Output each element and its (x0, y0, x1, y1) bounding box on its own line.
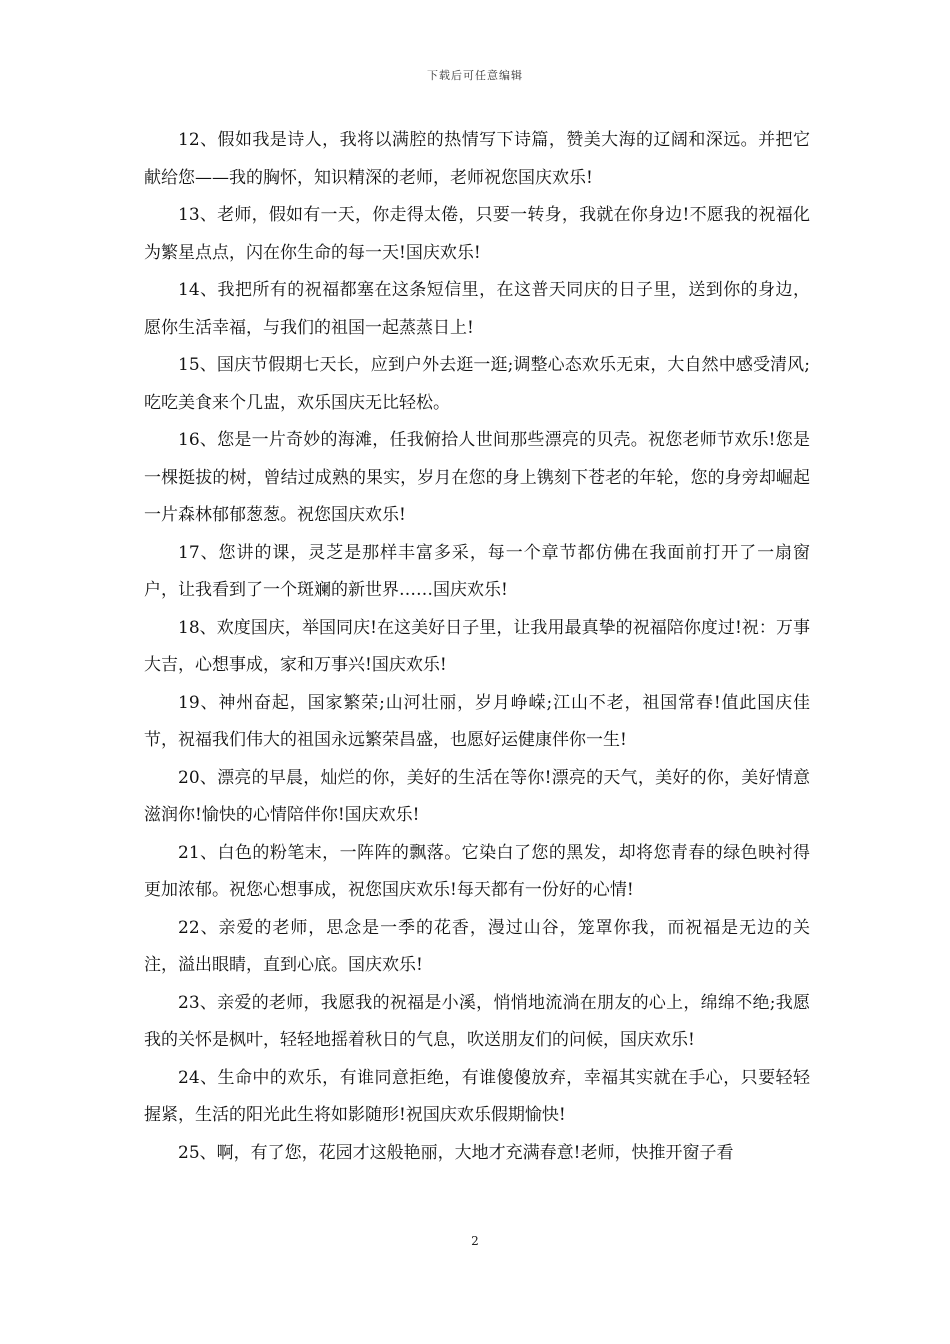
paragraph-23: 23、亲爱的老师，我愿我的祝福是小溪，悄悄地流淌在朋友的心上，绵绵不绝;我愿我的关怀是枫叶，轻轻地摇着秋日的气息，吹送朋友们的问候，国庆欢乐! (144, 992, 810, 1050)
page-number: 2 (471, 1234, 479, 1248)
paragraph-13: 13、老师，假如有一天，你走得太倦，只要一转身，我就在你身边!不愿我的祝福化为繁星点点，闪在你生命的每一天!国庆欢乐! (144, 205, 810, 263)
paragraph-18: 18、欢度国庆，举国同庆!在这美好日子里，让我用最真挚的祝福陪你度过!祝：万事大吉，心想事成，家和万事兴!国庆欢乐! (144, 617, 810, 675)
paragraph-12: 12、假如我是诗人，我将以满腔的热情写下诗篇，赞美大海的辽阔和深远。并把它献给您——我的胸怀，知识精深的老师，老师祝您国庆欢乐! (144, 130, 810, 188)
paragraph-19: 19、神州奋起，国家繁荣;山河壮丽，岁月峥嵘;江山不老，祖国常春!值此国庆佳节，祝福我们伟大的祖国永远繁荣昌盛，也愿好运健康伴你一生! (144, 692, 810, 750)
paragraph-25: 25、啊，有了您，花园才这般艳丽，大地才充满春意!老师，快推开窗子看 (178, 1142, 734, 1163)
paragraph-15: 15、国庆节假期七天长，应到户外去逛一逛;调整心态欢乐无束，大自然中感受清风;吃吃美食来个几盅，欢乐国庆无比轻松。 (144, 355, 810, 413)
paragraph-14: 14、我把所有的祝福都塞在这条短信里，在这普天同庆的日子里，送到你的身边，愿你生活幸福，与我们的祖国一起蒸蒸日上! (144, 280, 810, 338)
paragraph-21: 21、白色的粉笔末，一阵阵的飘落。它染白了您的黑发，却将您青春的绿色映衬得更加浓郁。祝您心想事成，祝您国庆欢乐!每天都有一份好的心情! (144, 842, 810, 900)
paragraph-16: 16、您是一片奇妙的海滩，任我俯拾人世间那些漂亮的贝壳。祝您老师节欢乐!您是一棵挺拔的树，曾结过成熟的果实，岁月在您的身上镌刻下苍老的年轮，您的身旁却崛起一片森林郁郁葱葱。祝您国庆欢乐! (144, 430, 810, 525)
document-body (144, 122, 810, 1172)
paragraph-22: 22、亲爱的老师，思念是一季的花香，漫过山谷，笼罩你我，而祝福是无边的关注，溢出眼睛，直到心底。国庆欢乐! (144, 917, 810, 975)
paragraph-17: 17、您讲的课，灵芝是那样丰富多采，每一个章节都仿佛在我面前打开了一扇窗户，让我看到了一个斑斓的新世界……国庆欢乐! (144, 542, 810, 600)
paragraph-24: 24、生命中的欢乐，有谁同意拒绝，有谁傻傻放弃，幸福其实就在手心，只要轻轻握紧，生活的阳光此生将如影随形!祝国庆欢乐假期愉快! (144, 1067, 810, 1125)
page-header: 下载后可任意编辑 (427, 69, 523, 82)
paragraph-20: 20、漂亮的早晨，灿烂的你，美好的生活在等你!漂亮的天气，美好的你，美好情意滋润你!愉快的心情陪伴你!国庆欢乐! (144, 767, 810, 825)
